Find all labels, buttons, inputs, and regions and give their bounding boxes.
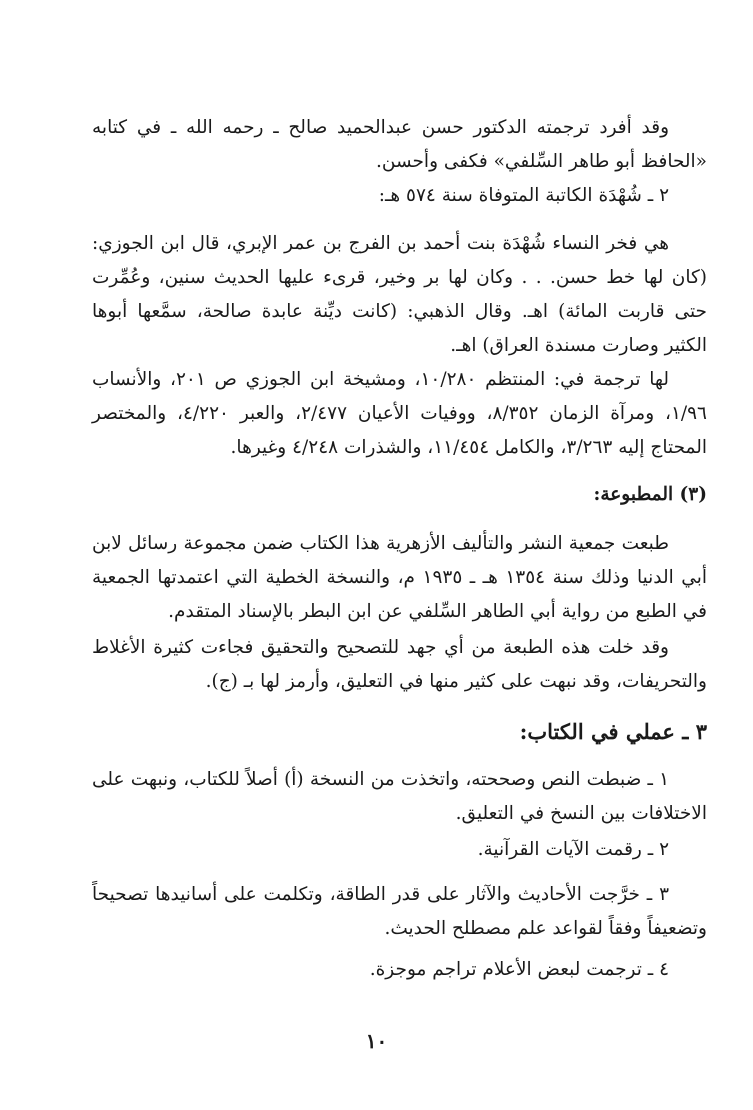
paragraph-edition-errors: وقد خلت هذه الطبعة من أي جهد للتصحيح والتحقيق فجاءت كثيرة الأغلاط والتحريفات، وقد نبهت على كثير منها في التعليق، وأرمز لها بـ (ج). xyxy=(92,637,707,692)
section-heading-my-work: ٣ ـ عملي في الكتاب: xyxy=(519,719,707,744)
section-heading-printed-edition: (٣) المطبوعة: xyxy=(593,484,707,505)
list-item-text-editing: ١ ـ ضبطت النص وصححته، واتخذت من النسخة (أ) أصلاً للكتاب، ونبهت على الاختلافات بين النسخ في التعليق. xyxy=(92,769,707,824)
list-item-biographies: ٤ ـ ترجمت لبعض الأعلام تراجم موجزة. xyxy=(369,959,669,980)
page-body xyxy=(92,0,707,1110)
page-number: ١٠ xyxy=(365,1029,388,1053)
paragraph-silafi-biography-note: وقد أفرد ترجمته الدكتور حسن عبدالحميد صالح ـ رحمه الله ـ في كتابه «الحافظ أبو طاهر السِّلفي» فكفى وأحسن. xyxy=(92,117,707,172)
paragraph-shuhda-biography: هي فخر النساء شُهْدَة بنت أحمد بن الفرج بن عمر الإبري، قال ابن الجوزي: (كان لها خط حسن. . . وكان لها بر وخير، قرىء عليها الحديث سنين، وعُمِّرت حتى قاربت المائة) اهـ. وقال الذهبي: (كانت ديِّنة عابدة صالحة، سمَّعها أبوها الكثير وصارت مسندة العراق) اهـ. xyxy=(92,233,707,356)
paragraph-shuhda-sources: لها ترجمة في: المنتظم ١٠/٢٨٠، ومشيخة ابن الجوزي ص ٢٠١، والأنساب ١/٩٦، ومرآة الزمان ٨/٣٥٢، ووفيات الأعيان ٢/٤٧٧، والعبر ٤/٢٢٠، والمختصر المحتاج إليه ٣/٢٦٣، والكامل ١١/٤٥٤، والشذرات ٤/٢٤٨ وغيرها. xyxy=(92,369,707,458)
list-item-verse-numbering: ٢ ـ رقمت الآيات القرآنية. xyxy=(477,839,669,860)
paragraph-printed-edition: طبعت جمعية النشر والتأليف الأزهرية هذا الكتاب ضمن مجموعة رسائل لابن أبي الدنيا وذلك سنة ١٣٥٤ هـ ـ ١٩٣٥ م، والنسخة الخطية التي اعتمدتها الجمعية في الطبع من رواية أبي الطاهر السِّلفي عن ابن البطر بالإسناد المتقدم. xyxy=(92,533,707,622)
list-item-hadith-grading: ٣ ـ خرَّجت الأحاديث والآثار على قدر الطاقة، وتكلمت على أسانيدها تصحيحاً وتضعيفاً وفقاً لقواعد علم مصطلح الحديث. xyxy=(92,884,707,939)
item-shuhda-heading: ٢ ـ شُهْدَة الكاتبة المتوفاة سنة ٥٧٤ هـ: xyxy=(378,185,669,206)
